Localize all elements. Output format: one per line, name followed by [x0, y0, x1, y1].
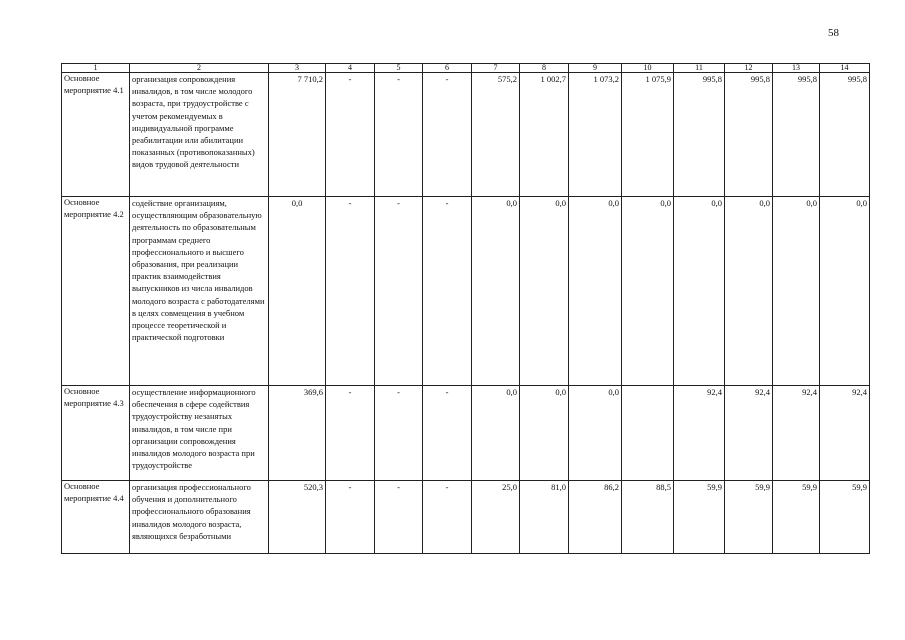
value-cell: 0,0 [472, 386, 520, 481]
value-cell: 575,2 [472, 73, 520, 197]
value-cell: 0,0 [520, 386, 569, 481]
column-header: 12 [725, 64, 773, 73]
value-cell: - [423, 386, 472, 481]
column-header: 7 [472, 64, 520, 73]
value-cell: - [326, 386, 375, 481]
value-cell: 369,6 [269, 386, 326, 481]
value-cell: 520,3 [269, 481, 326, 554]
value-cell: 92,4 [674, 386, 725, 481]
value-cell: 995,8 [674, 73, 725, 197]
value-cell: - [375, 73, 423, 197]
value-cell: 92,4 [725, 386, 773, 481]
value-cell: 59,9 [674, 481, 725, 554]
value-cell: 0,0 [622, 197, 674, 386]
table-row [62, 197, 870, 386]
page-number: 58 [828, 27, 839, 39]
value-cell: 0,0 [820, 197, 870, 386]
measure-name: Основное мероприятие 4.3 [62, 386, 130, 481]
value-cell: 59,9 [725, 481, 773, 554]
measure-description: содействие организациям, осуществляющим образовательную деятельность по образовательным программам среднего профессионального и высшего образования, при реализации практик взаимодействия выпускников из числа инвалидов молодого возраста с работодателями в целях совмещения в учебном процессе теоретической и практической подготовки [130, 197, 269, 386]
table-row [62, 73, 870, 197]
value-cell: - [423, 73, 472, 197]
column-header: 14 [820, 64, 870, 73]
table-row [62, 386, 870, 481]
value-cell: - [326, 197, 375, 386]
value-cell: 25,0 [472, 481, 520, 554]
value-cell: - [423, 481, 472, 554]
column-header: 11 [674, 64, 725, 73]
table-row [62, 481, 870, 554]
value-cell: 88,5 [622, 481, 674, 554]
column-header: 5 [375, 64, 423, 73]
column-header: 1 [62, 64, 130, 73]
column-header: 9 [569, 64, 622, 73]
column-header: 10 [622, 64, 674, 73]
column-header: 2 [130, 64, 269, 73]
measure-description: организация профессионального обучения и дополнительного профессионального образования инвалидов молодого возраста, являющихся безработными [130, 481, 269, 554]
value-cell: 995,8 [820, 73, 870, 197]
value-cell: 92,4 [773, 386, 820, 481]
measure-description: организация сопровождения инвалидов, в том числе молодого возраста, при трудоустройстве с учетом рекомендуемых в индивидуальной программе реабилитации или абилитации показанных (противопоказанных) видов трудовой деятельности [130, 73, 269, 197]
column-header: 8 [520, 64, 569, 73]
value-cell: 0,0 [569, 386, 622, 481]
value-cell [622, 386, 674, 481]
measure-name: Основное мероприятие 4.2 [62, 197, 130, 386]
value-cell: 59,9 [820, 481, 870, 554]
value-cell: - [423, 197, 472, 386]
measure-description: осуществление информационного обеспечения в сфере содействия трудоустройству незанятых инвалидов, в том числе при организации сопровождения инвалидов молодого возраста при трудоустройстве [130, 386, 269, 481]
value-cell: - [375, 481, 423, 554]
value-cell: 59,9 [773, 481, 820, 554]
measure-name: Основное мероприятие 4.1 [62, 73, 130, 197]
budget-table [61, 63, 870, 554]
value-cell: 92,4 [820, 386, 870, 481]
value-cell: 0,0 [773, 197, 820, 386]
value-cell: 1 002,7 [520, 73, 569, 197]
value-cell: - [326, 73, 375, 197]
column-header: 4 [326, 64, 375, 73]
value-cell: 0,0 [472, 197, 520, 386]
value-cell: - [375, 197, 423, 386]
header-row [62, 64, 870, 73]
column-header: 13 [773, 64, 820, 73]
value-cell: 995,8 [773, 73, 820, 197]
value-cell: 86,2 [569, 481, 622, 554]
value-cell: - [326, 481, 375, 554]
column-header: 6 [423, 64, 472, 73]
value-cell: 0,0 [269, 197, 326, 386]
value-cell: 0,0 [725, 197, 773, 386]
value-cell: 1 073,2 [569, 73, 622, 197]
value-cell: 995,8 [725, 73, 773, 197]
value-cell: 0,0 [520, 197, 569, 386]
column-header: 3 [269, 64, 326, 73]
measure-name: Основное мероприятие 4.4 [62, 481, 130, 554]
value-cell: 7 710,2 [269, 73, 326, 197]
value-cell: 81,0 [520, 481, 569, 554]
value-cell: 0,0 [569, 197, 622, 386]
value-cell: - [375, 386, 423, 481]
value-cell: 0,0 [674, 197, 725, 386]
value-cell: 1 075,9 [622, 73, 674, 197]
